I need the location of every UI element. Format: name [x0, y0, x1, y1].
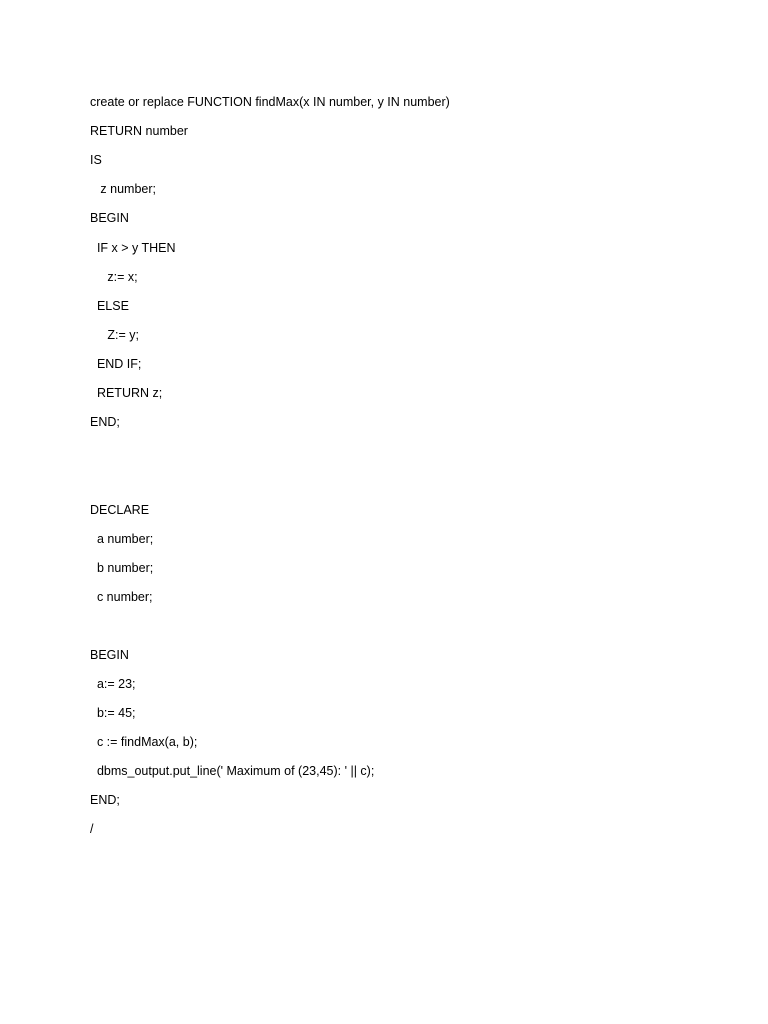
code-line: ELSE	[90, 299, 129, 313]
code-line: RETURN number	[90, 124, 188, 138]
code-line: /	[90, 822, 94, 836]
code-line: b number;	[90, 561, 154, 575]
code-line: dbms_output.put_line(' Maximum of (23,45): ' || c);	[90, 764, 375, 778]
code-line: DECLARE	[90, 503, 150, 517]
code-line: z number;	[90, 182, 156, 196]
code-line: END;	[90, 793, 120, 807]
code-line: a number;	[90, 532, 154, 546]
code-line: RETURN z;	[90, 386, 163, 400]
code-line: c := findMax(a, b);	[90, 735, 198, 749]
code-line: Z:= y;	[90, 328, 139, 342]
code-line: END IF;	[90, 357, 142, 371]
code-line: c number;	[90, 590, 153, 604]
code-line: BEGIN	[90, 648, 129, 662]
code-line: z:= x;	[90, 270, 138, 284]
code-line: END;	[90, 415, 120, 429]
code-line: a:= 23;	[90, 677, 136, 691]
code-line: BEGIN	[90, 211, 129, 225]
code-line: IS	[90, 153, 102, 167]
code-line: create or replace FUNCTION findMax(x IN number, y IN number)	[90, 95, 450, 109]
code-line: b:= 45;	[90, 706, 136, 720]
code-line: IF x > y THEN	[90, 241, 176, 255]
